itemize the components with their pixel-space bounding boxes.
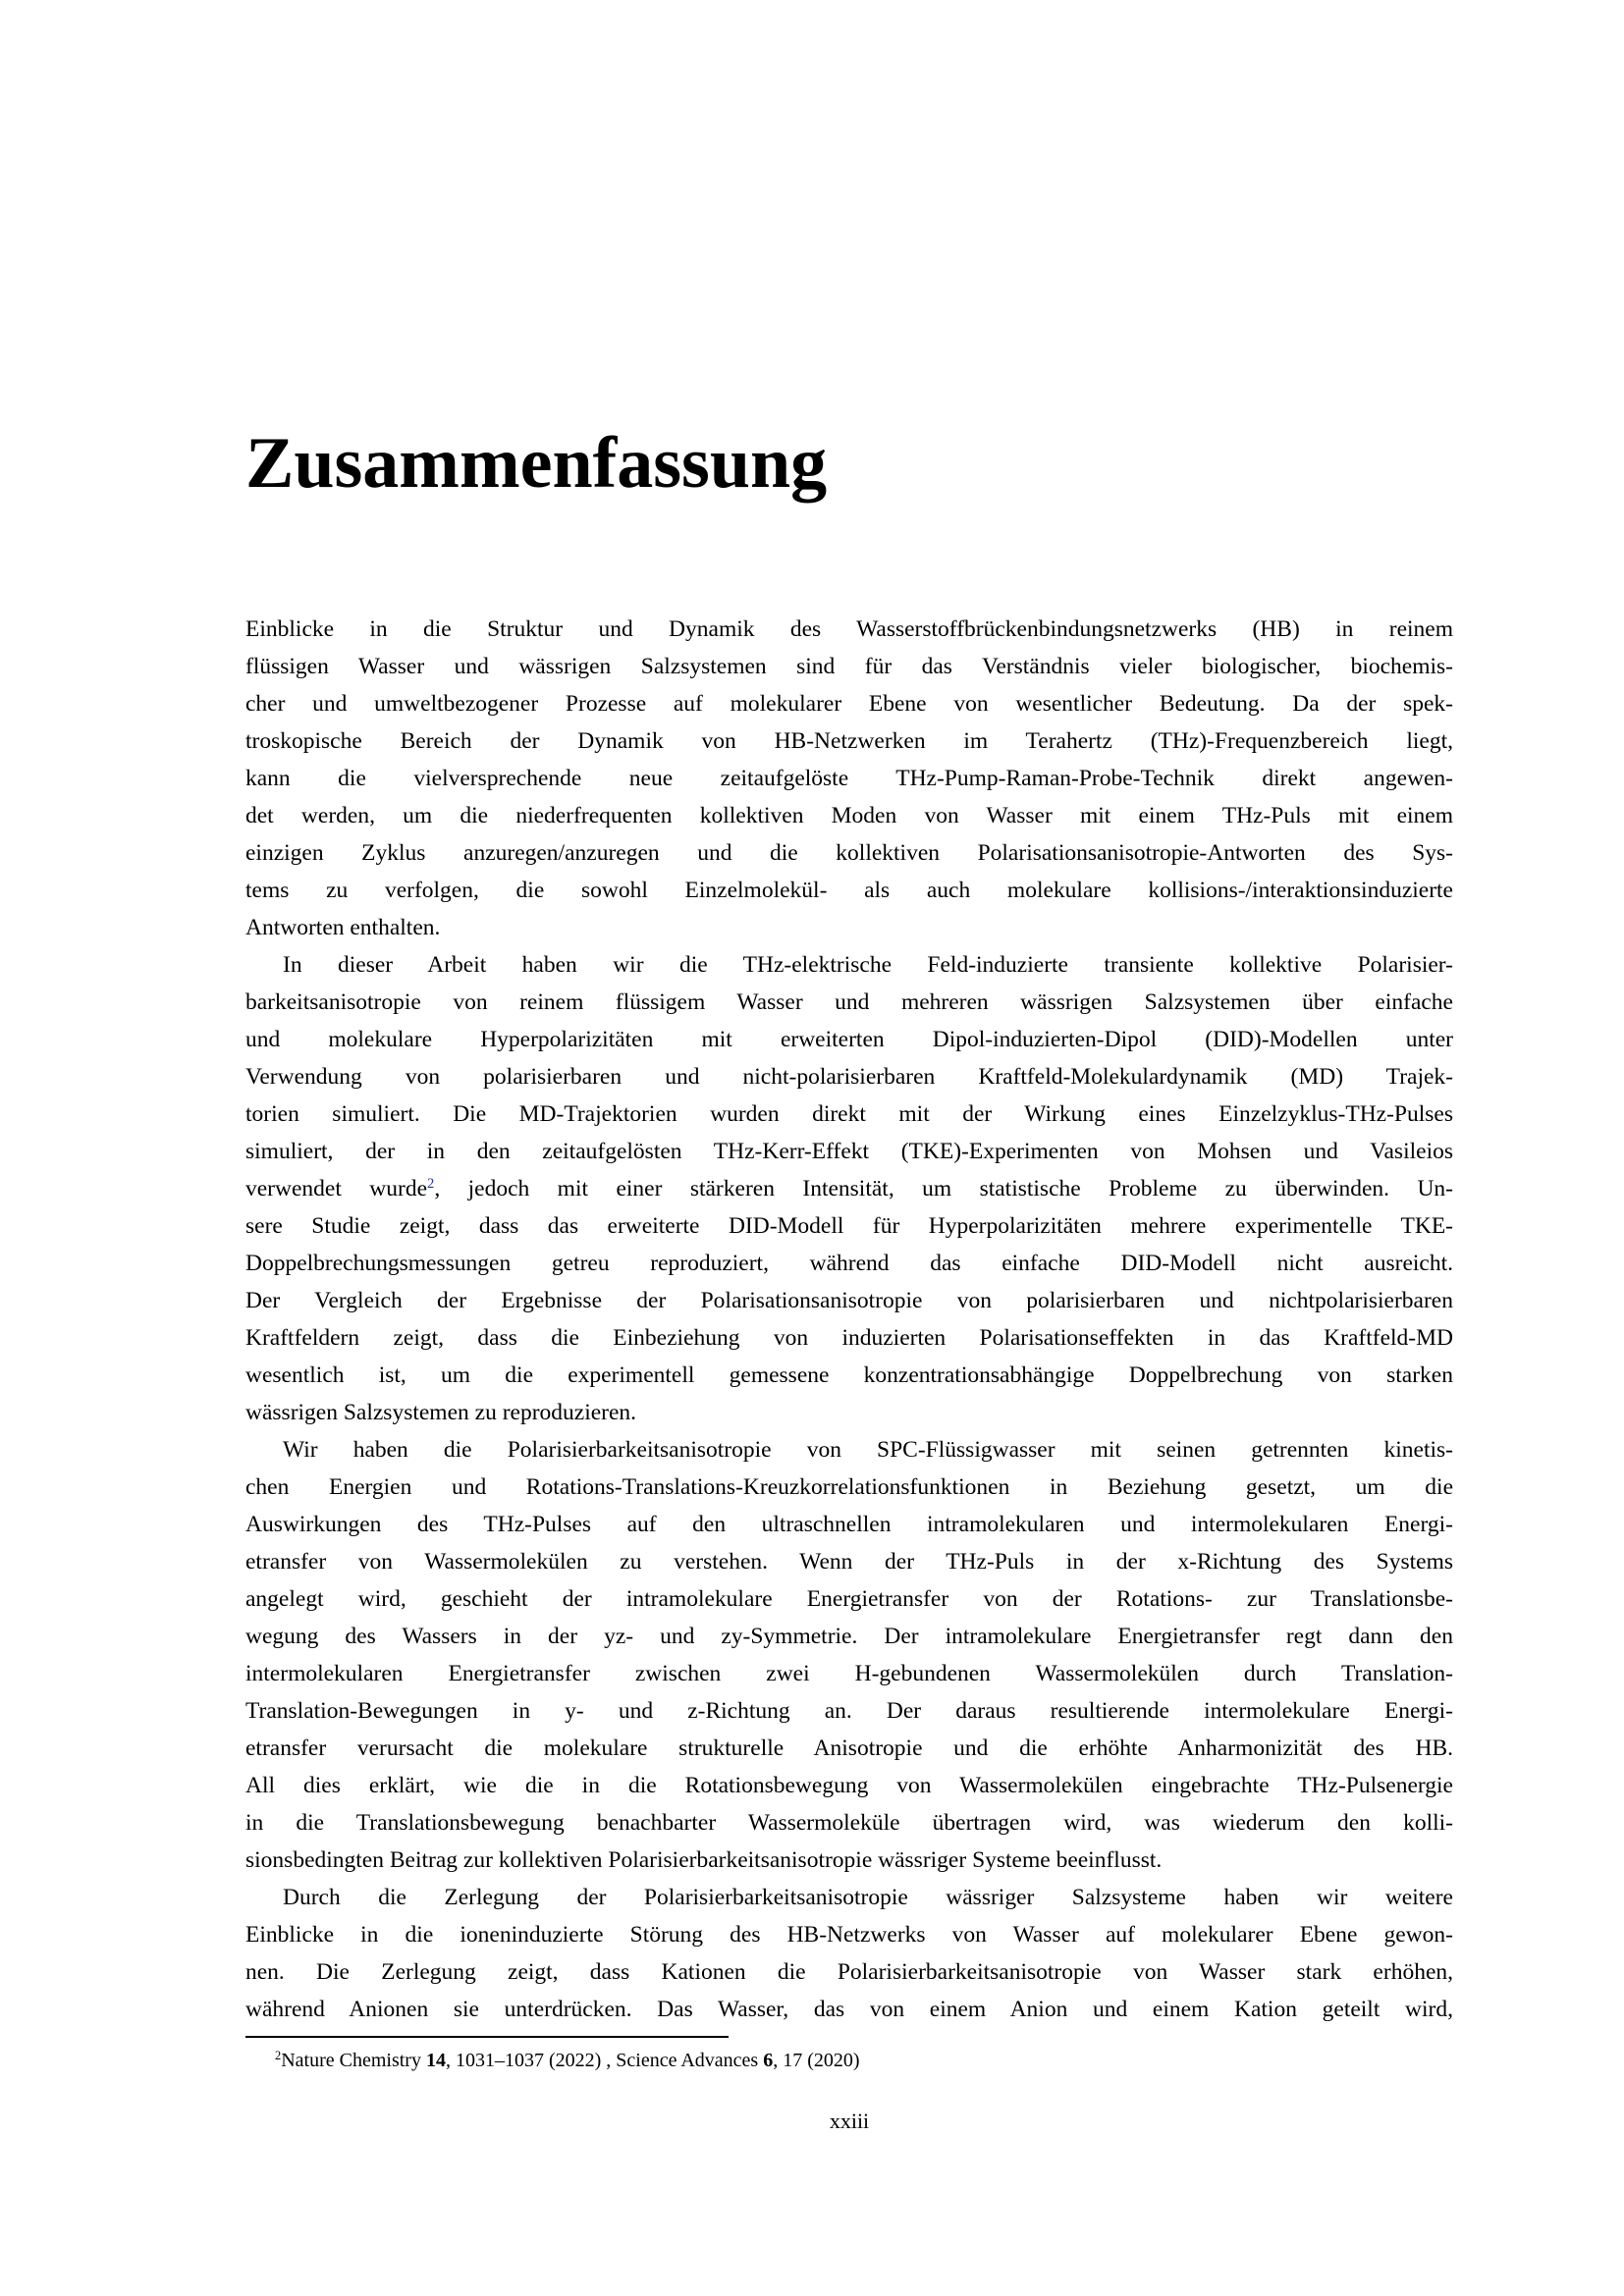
- text-run: verwendet wurde: [245, 1176, 428, 1201]
- body-line: [245, 1580, 1453, 1618]
- text-run: , jedoch mit einer stärkeren Intensität, um statistische Probleme zu überwinden. Un-: [434, 1176, 1453, 1201]
- bold-volume-number: 6: [763, 2050, 774, 2071]
- body-line: [245, 1842, 1453, 1879]
- text-run: etransfer verursacht die molekulare strukturelle Anisotropie und die erhöhte Anharmonizität des HB.: [245, 1735, 1453, 1761]
- body-line: [245, 1506, 1453, 1543]
- body-line: [245, 1991, 1453, 2028]
- text-run: nen. Die Zerlegung zeigt, dass Kationen die Polarisierbarkeitsanisotropie von Wasser stark erhöhen,: [245, 1959, 1453, 1985]
- body-line: [245, 1468, 1453, 1506]
- text-run: wesentlich ist, um die experimentell gemessene konzentrationsabhängige Doppelbrechung von starken: [245, 1362, 1453, 1388]
- text-run: Einblicke in die ioneninduzierte Störung des HB-Netzwerks von Wasser auf molekularer Ebene gewon-: [245, 1922, 1453, 1948]
- body-line: [245, 797, 1453, 834]
- footnote-rule: [245, 2036, 729, 2038]
- body-line: [245, 1618, 1453, 1655]
- body-line: [245, 648, 1453, 685]
- text-run: Durch die Zerlegung der Polarisierbarkeitsanisotropie wässriger Salzsysteme haben wir weitere: [283, 1885, 1453, 1910]
- footnote-marker: 2: [275, 2049, 282, 2063]
- bold-volume-number: 14: [425, 2050, 446, 2071]
- text-run: wässrigen Salzsystemen zu reproduzieren.: [245, 1400, 637, 1425]
- text-run: Doppelbrechungsmessungen getreu reproduziert, während das einfache DID-Modell nicht ausreicht.: [245, 1251, 1453, 1276]
- body-line: [245, 1357, 1453, 1394]
- text-run: tems zu verfolgen, die sowohl Einzelmolekül- als auch molekulare kollisions-/interaktionsinduzierte: [245, 878, 1453, 903]
- body-line: [245, 1543, 1453, 1580]
- body-line: [245, 984, 1453, 1021]
- body-line: [245, 1058, 1453, 1095]
- text-run: cher und umweltbezogener Prozesse auf molekularer Ebene von wesentlicher Bedeutung. Da der spek-: [245, 691, 1453, 717]
- text-run: simuliert, der in den zeitaufgelösten THz-Kerr-Effekt (TKE)-Experimenten von Mohsen und Vasileios: [245, 1139, 1453, 1164]
- body-line: [245, 1133, 1453, 1170]
- body-line: [245, 1730, 1453, 1767]
- page-number: xxiii: [829, 2109, 870, 2133]
- body-line: [245, 722, 1453, 760]
- text-run: Nature Chemistry: [281, 2050, 426, 2071]
- body-line: [245, 909, 1453, 946]
- text-run: während Anionen sie unterdrücken. Das Wasser, das von einem Anion und einem Kation geteilt wird,: [245, 1997, 1453, 2022]
- text-run: All dies erklärt, wie die in die Rotationsbewegung von Wassermolekülen eingebrachte THz-Pulsenergie: [245, 1773, 1453, 1798]
- footnote-ref-link[interactable]: 2: [427, 1176, 435, 1192]
- chapter-title: Zusammenfassung: [245, 423, 828, 504]
- text-run: sere Studie zeigt, dass das erweiterte DID-Modell für Hyperpolarizitäten mehrere experimentelle TKE-: [245, 1213, 1453, 1239]
- text-run: wegung des Wassers in der yz- und zy-Symmetrie. Der intramolekulare Energietransfer regt dann den: [245, 1624, 1453, 1649]
- text-run: angelegt wird, geschieht der intramolekulare Energietransfer von der Rotations- zur Translationsbe-: [245, 1586, 1453, 1612]
- body-paragraphs: [245, 611, 1453, 2028]
- text-run: Der Vergleich der Ergebnisse der Polarisationsanisotropie von polarisierbaren und nichtpolarisierbaren: [245, 1288, 1453, 1313]
- body-line: [245, 1021, 1453, 1058]
- text-run: , 17 (2020): [773, 2050, 860, 2071]
- text-run: Auswirkungen des THz-Pulses auf den ultraschnellen intramolekularen und intermolekularen Energi-: [245, 1512, 1453, 1537]
- text-run: intermolekularen Energietransfer zwischen zwei H-gebundenen Wassermolekülen durch Translation-: [245, 1661, 1453, 1686]
- text-run: Einblicke in die Struktur und Dynamik des Wasserstoffbrückenbindungsnetzwerks (HB) in reinem: [245, 616, 1453, 642]
- text-run: Wir haben die Polarisierbarkeitsanisotropie von SPC-Flüssigwasser mit seinen getrennten kinetis-: [283, 1437, 1453, 1463]
- body-line: [245, 1095, 1453, 1133]
- body-line: [245, 1282, 1453, 1319]
- text-run: und molekulare Hyperpolarizitäten mit erweiterten Dipol-induzierten-Dipol (DID)-Modellen unter: [245, 1027, 1453, 1052]
- body-line: [245, 1804, 1453, 1842]
- body-line: [245, 834, 1453, 872]
- text-run: det werden, um die niederfrequenten kollektiven Moden von Wasser mit einem THz-Puls mit einem: [245, 803, 1453, 828]
- body-line: [245, 1879, 1453, 1916]
- text-run: einzigen Zyklus anzuregen/anzuregen und die kollektiven Polarisationsanisotropie-Antworten des Sys-: [245, 840, 1453, 866]
- body-line: [245, 1953, 1453, 1991]
- body-line: [245, 1655, 1453, 1692]
- text-run: Translation-Bewegungen in y- und z-Richtung an. Der daraus resultierende intermolekulare Energi-: [245, 1698, 1453, 1724]
- body-line: [245, 946, 1453, 984]
- footnote: [245, 2048, 1453, 2073]
- body-line: [245, 1170, 1453, 1207]
- body-line: [245, 611, 1453, 648]
- text-run: chen Energien und Rotations-Translations-Kreuzkorrelationsfunktionen in Beziehung gesetzt, um die: [245, 1474, 1453, 1500]
- body-line: [245, 1767, 1453, 1804]
- text-run: torien simuliert. Die MD-Trajektorien wurden direkt mit der Wirkung eines Einzelzyklus-THz-Pulses: [245, 1101, 1453, 1127]
- body-line: [245, 1692, 1453, 1730]
- text-run: In dieser Arbeit haben wir die THz-elektrische Feld-induzierte transiente kollektive Polarisier-: [283, 952, 1453, 978]
- text-run: Verwendung von polarisierbaren und nicht-polarisierbaren Kraftfeld-Molekulardynamik (MD) Trajek-: [245, 1064, 1453, 1090]
- text-run: Antworten enthalten.: [245, 915, 441, 940]
- body-line: [245, 1431, 1453, 1468]
- text-run: , 1031–1037 (2022) , Science Advances: [445, 2050, 764, 2071]
- body-line: [245, 760, 1453, 797]
- body-line: [245, 872, 1453, 909]
- body-line: [245, 1916, 1453, 1953]
- text-run: troskopische Bereich der Dynamik von HB-Netzwerken im Terahertz (THz)-Frequenzbereich liegt,: [245, 728, 1453, 754]
- text-run: sionsbedingten Beitrag zur kollektiven Polarisierbarkeitsanisotropie wässriger Systeme beeinflusst.: [245, 1847, 1163, 1873]
- body-line: [245, 1394, 1453, 1431]
- text-run: kann die vielversprechende neue zeitaufgelöste THz-Pump-Raman-Probe-Technik direkt angewen-: [245, 766, 1453, 791]
- text-run: barkeitsanisotropie von reinem flüssigem Wasser und mehreren wässrigen Salzsystemen über einfache: [245, 989, 1453, 1015]
- text-run: flüssigen Wasser und wässrigen Salzsystemen sind für das Verständnis vieler biologischer, biochemis-: [245, 654, 1453, 679]
- body-line: [245, 685, 1453, 722]
- text-run: Kraftfeldern zeigt, dass die Einbeziehung von induzierten Polarisationseffekten in das Kraftfeld-MD: [245, 1325, 1453, 1351]
- text-run: etransfer von Wassermolekülen zu verstehen. Wenn der THz-Puls in der x-Richtung des Systems: [245, 1549, 1453, 1575]
- body-line: [245, 1245, 1453, 1282]
- text-run: in die Translationsbewegung benachbarter Wassermoleküle übertragen wird, was wiederum den kolli-: [245, 1810, 1453, 1836]
- body-line: [245, 1319, 1453, 1357]
- body-line: [245, 1207, 1453, 1245]
